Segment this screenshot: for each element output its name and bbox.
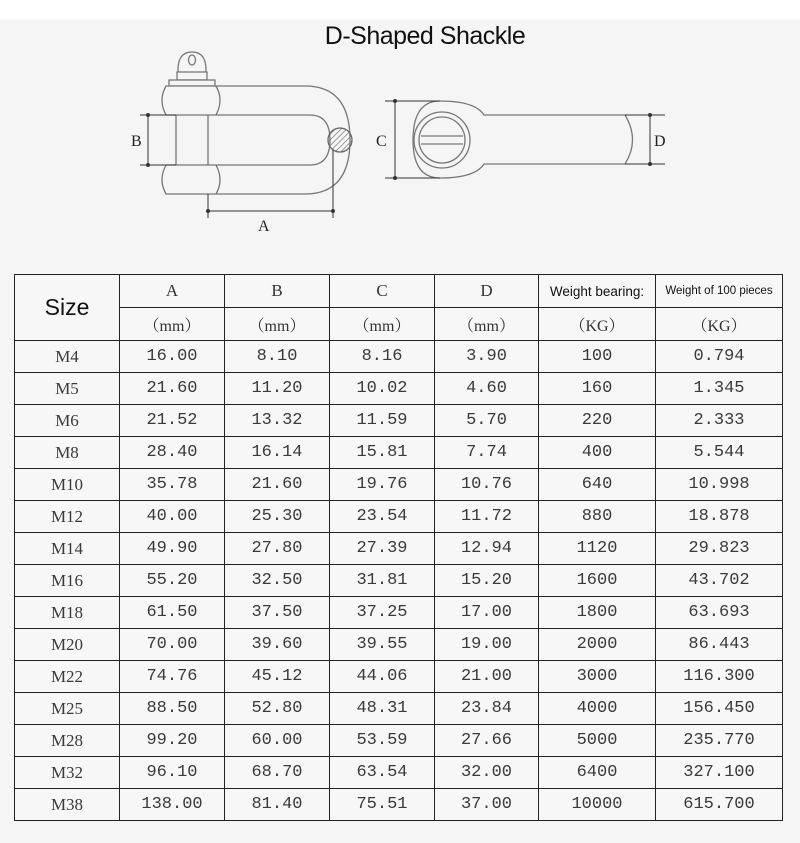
cell-weight-bearing: 3000: [539, 661, 656, 693]
cell-d: 15.20: [435, 565, 539, 597]
cell-b: 27.80: [225, 533, 330, 565]
cell-weight-bearing: 2000: [539, 629, 656, 661]
unit-weight-100: （KG）: [656, 308, 783, 341]
label-c: C: [376, 133, 387, 150]
cell-b: 68.70: [225, 757, 330, 789]
cell-size: M20: [15, 629, 120, 661]
cell-d: 23.84: [435, 693, 539, 725]
cell-a: 99.20: [120, 725, 225, 757]
cell-size: M14: [15, 533, 120, 565]
shackle-top-view: [413, 101, 633, 178]
unit-d: （mm）: [435, 308, 539, 341]
cell-b: 25.30: [225, 501, 330, 533]
cell-c: 8.16: [330, 341, 435, 373]
table-row: [15, 757, 783, 789]
table-row: [15, 789, 783, 821]
cell-c: 15.81: [330, 437, 435, 469]
unit-weight-bearing: （KG）: [539, 308, 656, 341]
cell-c: 44.06: [330, 661, 435, 693]
top-margin: [0, 0, 800, 19]
header-c: C: [330, 275, 435, 308]
header-b: B: [225, 275, 330, 308]
cell-a: 55.20: [120, 565, 225, 597]
cell-weight-bearing: 1120: [539, 533, 656, 565]
table-row: [15, 405, 783, 437]
cell-size: M16: [15, 565, 120, 597]
cell-weight-100: 63.693: [656, 597, 783, 629]
cell-weight-100: 1.345: [656, 373, 783, 405]
cell-b: 37.50: [225, 597, 330, 629]
cell-b: 16.14: [225, 437, 330, 469]
cell-c: 23.54: [330, 501, 435, 533]
cell-d: 5.70: [435, 405, 539, 437]
cell-weight-bearing: 880: [539, 501, 656, 533]
cell-a: 74.76: [120, 661, 225, 693]
cell-a: 49.90: [120, 533, 225, 565]
header-a: A: [120, 275, 225, 308]
table-row: [15, 597, 783, 629]
cell-size: M38: [15, 789, 120, 821]
cell-d: 32.00: [435, 757, 539, 789]
cell-size: M28: [15, 725, 120, 757]
cell-d: 3.90: [435, 341, 539, 373]
cell-weight-100: 5.544: [656, 437, 783, 469]
cell-c: 48.31: [330, 693, 435, 725]
cell-size: M22: [15, 661, 120, 693]
label-b: B: [131, 133, 142, 150]
cell-d: 12.94: [435, 533, 539, 565]
cell-c: 53.59: [330, 725, 435, 757]
cell-weight-100: 18.878: [656, 501, 783, 533]
cell-weight-bearing: 1600: [539, 565, 656, 597]
cell-d: 11.72: [435, 501, 539, 533]
table-row: [15, 501, 783, 533]
cell-d: 21.00: [435, 661, 539, 693]
table-row: [15, 693, 783, 725]
unit-b: （mm）: [225, 308, 330, 341]
cell-b: 45.12: [225, 661, 330, 693]
header-row-units: [15, 308, 783, 341]
dimension-b: [140, 114, 176, 167]
cell-c: 27.39: [330, 533, 435, 565]
table-row: [15, 373, 783, 405]
table-row: [15, 341, 783, 373]
table-row: [15, 629, 783, 661]
cell-size: M4: [15, 341, 120, 373]
cell-c: 11.59: [330, 405, 435, 437]
cell-size: M18: [15, 597, 120, 629]
cell-weight-100: 156.450: [656, 693, 783, 725]
cell-size: M6: [15, 405, 120, 437]
cell-c: 31.81: [330, 565, 435, 597]
cell-a: 40.00: [120, 501, 225, 533]
cell-d: 4.60: [435, 373, 539, 405]
cell-weight-100: 2.333: [656, 405, 783, 437]
cell-size: M8: [15, 437, 120, 469]
cell-size: M25: [15, 693, 120, 725]
shackle-side-view: [162, 52, 352, 194]
cell-a: 70.00: [120, 629, 225, 661]
cell-b: 81.40: [225, 789, 330, 821]
label-d: D: [654, 133, 666, 150]
table-row: [15, 725, 783, 757]
header-d: D: [435, 275, 539, 308]
cell-b: 13.32: [225, 405, 330, 437]
cell-a: 16.00: [120, 341, 225, 373]
cell-c: 19.76: [330, 469, 435, 501]
cell-b: 39.60: [225, 629, 330, 661]
cell-weight-100: 116.300: [656, 661, 783, 693]
cell-d: 19.00: [435, 629, 539, 661]
unit-c: （mm）: [330, 308, 435, 341]
cell-d: 7.74: [435, 437, 539, 469]
cell-weight-bearing: 100: [539, 341, 656, 373]
cell-b: 52.80: [225, 693, 330, 725]
cell-weight-bearing: 400: [539, 437, 656, 469]
cell-d: 37.00: [435, 789, 539, 821]
cell-weight-bearing: 5000: [539, 725, 656, 757]
spec-table: [14, 274, 783, 821]
header-weight-100: Weight of 100 pieces: [656, 275, 783, 308]
cell-b: 8.10: [225, 341, 330, 373]
cell-size: M5: [15, 373, 120, 405]
table-row: [15, 661, 783, 693]
cell-d: 27.66: [435, 725, 539, 757]
table-row: [15, 437, 783, 469]
table-row: [15, 533, 783, 565]
cell-size: M12: [15, 501, 120, 533]
cell-weight-100: 327.100: [656, 757, 783, 789]
table-row: [15, 469, 783, 501]
cell-b: 21.60: [225, 469, 330, 501]
cell-d: 10.76: [435, 469, 539, 501]
cell-weight-bearing: 640: [539, 469, 656, 501]
cell-size: M32: [15, 757, 120, 789]
cell-a: 88.50: [120, 693, 225, 725]
cell-weight-100: 86.443: [656, 629, 783, 661]
header-row-labels: [15, 275, 783, 308]
unit-a: （mm）: [120, 308, 225, 341]
cell-weight-100: 10.998: [656, 469, 783, 501]
cell-weight-bearing: 10000: [539, 789, 656, 821]
cell-weight-bearing: 220: [539, 405, 656, 437]
cell-c: 63.54: [330, 757, 435, 789]
cell-weight-bearing: 160: [539, 373, 656, 405]
cell-c: 39.55: [330, 629, 435, 661]
cell-d: 17.00: [435, 597, 539, 629]
cell-c: 37.25: [330, 597, 435, 629]
cell-a: 138.00: [120, 789, 225, 821]
cell-weight-100: 615.700: [656, 789, 783, 821]
table-row: [15, 565, 783, 597]
page-title: D-Shaped Shackle: [324, 22, 526, 50]
cell-weight-bearing: 4000: [539, 693, 656, 725]
cell-c: 10.02: [330, 373, 435, 405]
cell-a: 28.40: [120, 437, 225, 469]
cell-a: 21.60: [120, 373, 225, 405]
cell-weight-bearing: 6400: [539, 757, 656, 789]
cell-weight-100: 0.794: [656, 341, 783, 373]
cell-b: 60.00: [225, 725, 330, 757]
cell-b: 32.50: [225, 565, 330, 597]
cell-weight-100: 43.702: [656, 565, 783, 597]
shackle-diagram: [0, 40, 800, 240]
label-a: A: [258, 218, 270, 235]
cell-a: 61.50: [120, 597, 225, 629]
cell-a: 21.52: [120, 405, 225, 437]
header-weight-bearing: Weight bearing:: [539, 275, 656, 308]
cell-weight-100: 29.823: [656, 533, 783, 565]
cell-weight-bearing: 1800: [539, 597, 656, 629]
dimension-a: [207, 150, 335, 218]
cell-size: M10: [15, 469, 120, 501]
cell-a: 35.78: [120, 469, 225, 501]
cell-a: 96.10: [120, 757, 225, 789]
cell-b: 11.20: [225, 373, 330, 405]
cell-weight-100: 235.770: [656, 725, 783, 757]
header-size: Size: [15, 275, 120, 341]
cell-c: 75.51: [330, 789, 435, 821]
